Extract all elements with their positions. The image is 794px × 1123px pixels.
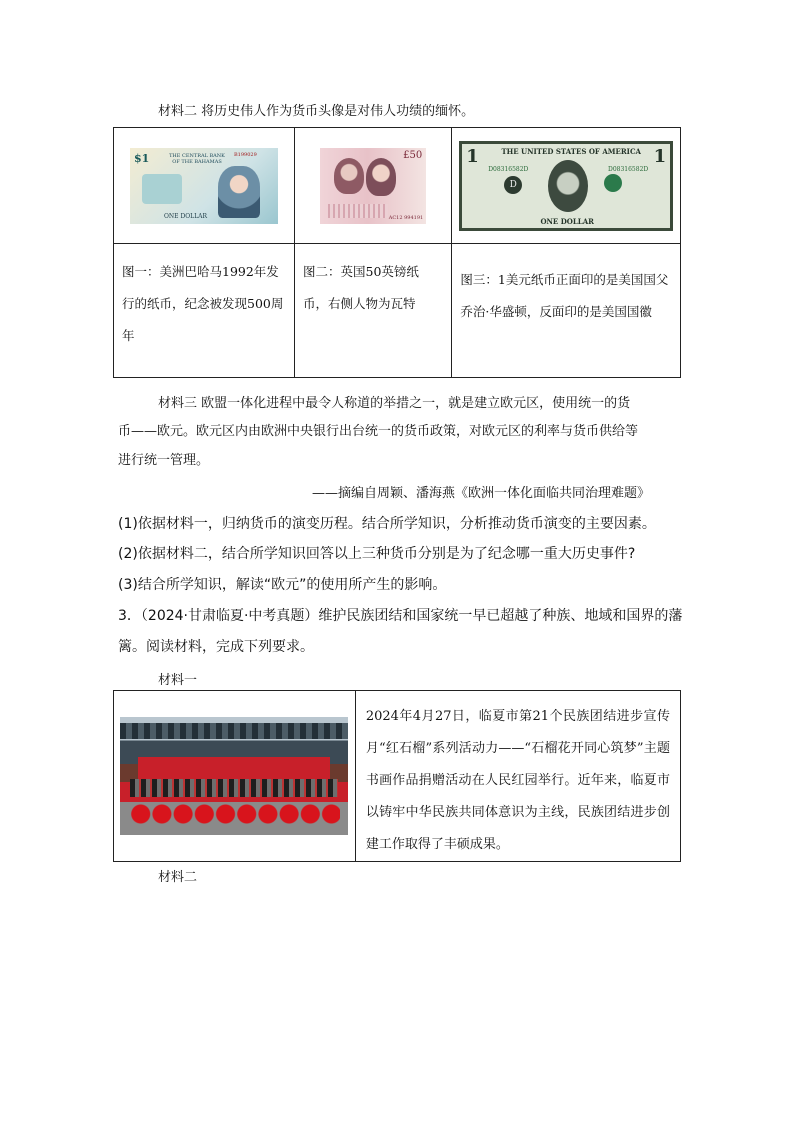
cell-caption-2	[295, 244, 452, 378]
cell-uk-image	[295, 128, 452, 244]
us-federal-reserve-seal: D	[504, 176, 522, 194]
us-denomination: ONE DOLLAR	[540, 216, 594, 226]
bahamas-ship-vignette	[142, 174, 182, 204]
q3-stem-line2: 篱。阅读材料，完成下列要求。	[118, 639, 314, 655]
us-serial-right: D08316582D	[608, 165, 649, 173]
photo-red-banner	[138, 757, 330, 781]
caption-uk: 图二：英国50英镑纸币，右侧人物为瓦特	[303, 264, 419, 311]
material3-line2: 币——欧元。欧元区内由欧洲中央银行出台统一的货币政策，对欧元区的利率与货币供给等	[118, 424, 639, 439]
material3-line3: 进行统一管理。	[118, 453, 210, 468]
boulton-portrait	[334, 158, 364, 194]
q3-stem-line1: 3．（2024·甘肃临夏·中考真题）维护民族团结和国家统一早已超越了种族、地域和国界的藩	[118, 608, 683, 624]
caption-us: 图三：1美元纸币正面印的是美国国父乔治·华盛顿，反面印的是美国国徽	[460, 272, 669, 319]
columbus-portrait	[218, 166, 260, 218]
us-dollar-bill-image	[459, 141, 673, 231]
cell-us-image	[452, 128, 681, 244]
material3-line1: 材料三 欧盟一体化进程中最令人称道的举措之一，就是建立欧元区，使用统一的货	[158, 396, 631, 411]
uk-value: £50	[403, 149, 423, 161]
bahamas-bill-image	[130, 148, 278, 224]
caption-bahamas: 图一：美洲巴哈马1992年发行的纸币，纪念被发现500周年	[122, 264, 284, 343]
us-corner-digit-right: 1	[653, 145, 667, 167]
material3-source: ——摘编自周颖、潘海燕《欧洲一体化面临共同治理难题》	[312, 486, 651, 501]
q3-material1-text: 2024年4月27日，临夏市第21个民族团结进步宣传月“红石榴”系列活动力——“石榴花开同心筑梦”主题书画作品捐赠活动在人民红园举行。近年来，临夏市以铸牢中华民族共同体意识为主线，民族团结进步创建工作取得了丰硕成果。	[365, 709, 670, 852]
watt-portrait	[366, 158, 396, 196]
us-serial-left: D08316582D	[488, 165, 529, 173]
q3-material1-label: 材料一	[158, 673, 198, 688]
us-title: THE UNITED STATES OF AMERICA	[501, 146, 641, 156]
cell-bahamas-image	[114, 128, 295, 244]
event-photo	[120, 717, 348, 835]
question-2: (2)依据材料二，结合所学知识回答以上三种货币分别是为了纪念哪一重大历史事件?	[118, 546, 636, 562]
photo-red-balloons	[128, 801, 340, 827]
uk-50-bill-image	[320, 148, 426, 224]
question-3: (3)结合所学知识，解读“欧元”的使用所产生的影响。	[118, 577, 447, 593]
q3-material2-label: 材料二	[158, 870, 198, 885]
question-1: (1)依据材料一，归纳货币的演变历程。结合所学知识，分析推动货币演变的主要因素。	[118, 516, 656, 532]
q3-material1-table	[113, 690, 681, 862]
cell-caption-3	[452, 244, 681, 378]
cell-caption-1	[114, 244, 295, 378]
cell-event-photo	[114, 691, 356, 862]
currency-table	[113, 127, 681, 378]
washington-portrait	[548, 160, 588, 212]
material2-intro: 材料二 将历史伟人作为货币头像是对伟人功绩的缅怀。	[158, 104, 475, 119]
us-corner-digit: 1	[466, 145, 479, 167]
cell-event-text	[355, 691, 680, 862]
photo-roof-eaves	[120, 723, 348, 739]
bahamas-value: $1	[134, 151, 150, 165]
bahamas-serial: B199029	[234, 151, 257, 158]
uk-serial: AC12 994191	[388, 214, 424, 221]
us-treasury-seal	[604, 174, 622, 192]
uk-engine-vignette	[328, 204, 388, 218]
bahamas-bank-name: THE CENTRAL BANK OF THE BAHAMAS	[169, 152, 225, 165]
bahamas-denomination: ONE DOLLAR	[164, 212, 208, 220]
photo-crowd	[130, 779, 338, 797]
